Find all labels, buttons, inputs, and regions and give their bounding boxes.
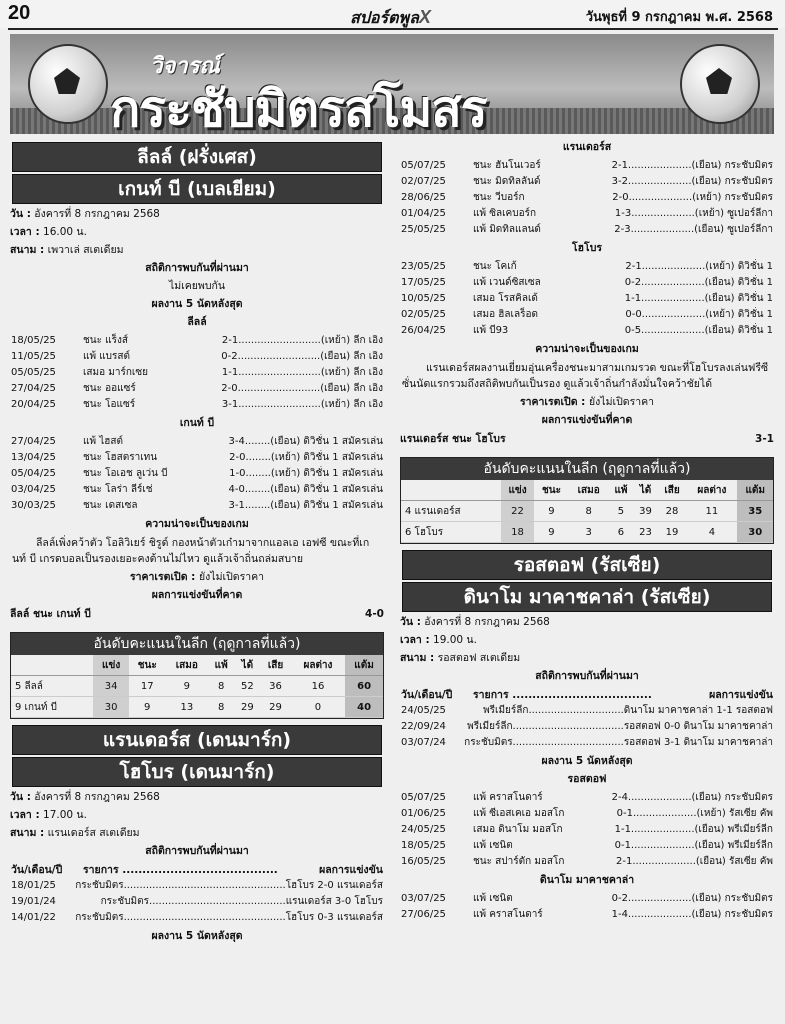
form-score: 0-2....................(เยือน) ดิวิชั่น 1 bbox=[624, 277, 773, 288]
day-value: อังคารที่ 8 กรกฎาคม 2568 bbox=[34, 208, 160, 220]
form-score: 1-0........(เหย้า) ดิวิชั่น 1 สมัครเล่น bbox=[229, 468, 383, 479]
form-row bbox=[8, 450, 386, 466]
table-row bbox=[401, 522, 773, 543]
form-score: 0-2....................(เยือน) กระชับมิตร bbox=[611, 893, 773, 904]
form-score: 1-1....................(เยือน) ดิวิชั่น 1 bbox=[624, 293, 773, 304]
form-score: 3-1........(เยือน) ดิวิชั่น 1 สมัครเล่น bbox=[228, 500, 383, 511]
table-cell: 4 bbox=[686, 522, 737, 543]
form-row bbox=[398, 790, 776, 806]
match1-day bbox=[10, 207, 384, 222]
match1-away-title: เกนท์ บี (เบลเยียม) bbox=[12, 174, 382, 204]
form-match: แพ้ แบรสต์ bbox=[83, 351, 130, 362]
table-row bbox=[401, 501, 773, 522]
form-match: ชนะ มิดทิลลันด์ bbox=[473, 176, 541, 187]
form-match: แพ้ เซนิต bbox=[473, 893, 513, 904]
football-left-icon bbox=[28, 44, 108, 124]
form-match: ชนะ สปาร์ตัก มอสโก bbox=[473, 856, 565, 867]
form-row bbox=[398, 222, 776, 238]
table-header-cell: แข่ง bbox=[501, 480, 534, 501]
match3-h2h-header bbox=[398, 687, 776, 703]
form-date: 30/03/25 bbox=[11, 500, 56, 511]
table-team-cell: 6 โฮโบร bbox=[401, 522, 501, 543]
form-date: 27/04/25 bbox=[11, 436, 56, 447]
form-date: 02/05/25 bbox=[401, 309, 446, 320]
standings-grid bbox=[401, 480, 773, 543]
table-cell: 18 bbox=[501, 522, 534, 543]
match1-standings-table bbox=[10, 632, 384, 719]
table-cell: 39 bbox=[633, 501, 657, 522]
table-cell: 30 bbox=[93, 697, 128, 718]
form-date: 05/04/25 bbox=[11, 468, 56, 479]
h2h-date: 03/07/24 bbox=[401, 737, 446, 748]
table-cell: 9 bbox=[166, 676, 208, 697]
table-team-cell: 9 เกนท์ บี bbox=[11, 697, 93, 718]
table-cell: 9 bbox=[129, 697, 166, 718]
price-value: ยังไม่เปิดราคา bbox=[589, 396, 655, 408]
h2h-date: 14/01/22 bbox=[11, 912, 56, 923]
form-match: แพ้ คราสโนดาร์ bbox=[473, 792, 543, 803]
time-value: 17.00 น. bbox=[43, 809, 87, 821]
form-date: 05/05/25 bbox=[11, 367, 56, 378]
form-date: 25/05/25 bbox=[401, 224, 446, 235]
table-header-cell: แต้ม bbox=[737, 480, 773, 501]
match1-away-name: เกนท์ บี bbox=[179, 417, 215, 429]
table-header-cell: แพ้ bbox=[208, 655, 234, 676]
match2-standings-table bbox=[400, 457, 774, 544]
form-match: เสมอ มาร์กเซย bbox=[83, 367, 148, 378]
form-score: 2-3....................(เยือน) ซูเปอร์ลีกา bbox=[614, 224, 773, 235]
form-date: 16/05/25 bbox=[401, 856, 446, 867]
table-cell: 52 bbox=[234, 676, 260, 697]
time-label: เวลา : bbox=[400, 634, 430, 646]
form-match: ชนะ โอแซร์ bbox=[83, 399, 136, 410]
form-row bbox=[8, 466, 386, 482]
table-header-cell: แข่ง bbox=[93, 655, 128, 676]
match2-day bbox=[10, 790, 384, 805]
form-match: แพ้ ไฮสต์ bbox=[83, 436, 123, 447]
table-cell: 34 bbox=[93, 676, 128, 697]
form-row bbox=[8, 498, 386, 514]
table-cell: 30 bbox=[737, 522, 773, 543]
match1-venue bbox=[10, 243, 384, 258]
form-row bbox=[398, 323, 776, 339]
form-score: 1-4....................(เยือน) กระชับมิตร bbox=[611, 909, 773, 920]
form-score: 3-2....................(เยือน) กระชับมิตร bbox=[611, 176, 773, 187]
table-cell: 29 bbox=[260, 697, 291, 718]
price-label: ราคาเรตเปิด : bbox=[519, 396, 586, 408]
table-cell: 40 bbox=[345, 697, 383, 718]
table-cell: 28 bbox=[658, 501, 687, 522]
match2-away-form bbox=[398, 259, 776, 339]
form-score: 2-0........(เหย้า) ดิวิชั่น 1 สมัครเล่น bbox=[229, 452, 383, 463]
form-row bbox=[398, 291, 776, 307]
form-match: ชนะ วีบอร์ก bbox=[473, 192, 525, 203]
form-date: 28/06/25 bbox=[401, 192, 446, 203]
form-score: 0-1....................(เหย้า) รัสเซีย คัพ bbox=[616, 808, 773, 819]
h2h-date: 19/01/24 bbox=[11, 896, 56, 907]
match2-h2h-title: สถิติการพบกันที่ผ่านมา bbox=[145, 845, 249, 857]
form-row bbox=[398, 158, 776, 174]
form-score: 4-0........(เยือน) ดิวิชั่น 1 สมัครเล่น bbox=[228, 484, 383, 495]
page-number: 20 bbox=[8, 2, 31, 24]
table-cell: 16 bbox=[291, 676, 345, 697]
match2-venue bbox=[10, 826, 384, 841]
h2h-date-header: วัน/เดือน/ปี bbox=[401, 689, 453, 701]
table-cell: 36 bbox=[260, 676, 291, 697]
form-date: 03/04/25 bbox=[11, 484, 56, 495]
form-match: แพ้ มิดทิลแลนด์ bbox=[473, 224, 541, 235]
h2h-result: กระชับมิตร...................................รอสตอฟ 3-1 ดินาโม มาคาชคาล่า bbox=[464, 737, 773, 748]
table-title: อันดับคะแนนในลีก (ฤดูกาลที่แล้ว) bbox=[401, 458, 773, 480]
match1-home-name: ลีลล์ bbox=[187, 316, 207, 328]
form-score: 2-0....................(เหย้า) กระชับมิตร bbox=[612, 192, 773, 203]
match3-day bbox=[400, 615, 774, 630]
prediction-text: แรนเดอร์ส ชนะ โฮโบร bbox=[400, 433, 506, 445]
left-column bbox=[8, 140, 386, 947]
table-cell: 5 bbox=[609, 501, 634, 522]
form-score: 2-1....................(เยือน) รัสเซีย คัพ bbox=[615, 856, 773, 867]
form-row bbox=[398, 307, 776, 323]
form-score: 1-1....................(เยือน) พรีเมียร์ลีก bbox=[614, 824, 773, 835]
form-score: 2-4....................(เยือน) กระชับมิตร bbox=[611, 792, 773, 803]
form-row bbox=[8, 349, 386, 365]
h2h-row bbox=[398, 719, 776, 735]
form-date: 02/07/25 bbox=[401, 176, 446, 187]
form-row bbox=[398, 854, 776, 870]
h2h-date: 18/01/25 bbox=[11, 880, 56, 891]
match2-h2h-list bbox=[8, 878, 386, 926]
match3-away-name: ดินาโม มาคาชคาล่า bbox=[539, 874, 635, 886]
table-cell: 9 bbox=[534, 501, 569, 522]
prediction-score: 4-0 bbox=[365, 608, 384, 620]
table-header-cell: ได้ bbox=[234, 655, 260, 676]
form-match: ชนะ ออแซร์ bbox=[83, 383, 136, 394]
form-date: 24/05/25 bbox=[401, 824, 446, 835]
h2h-date: 24/05/25 bbox=[401, 705, 446, 716]
day-value: อังคารที่ 8 กรกฎาคม 2568 bbox=[424, 616, 550, 628]
logo-x: X bbox=[418, 7, 431, 27]
form-match: เสมอ โรสคิลเด้ bbox=[473, 293, 538, 304]
match3-h2h-list bbox=[398, 703, 776, 751]
h2h-result-header: ผลการแข่งขัน bbox=[319, 864, 383, 876]
form-score: 0-0....................(เหย้า) ดิวิชั่น 1 bbox=[625, 309, 773, 320]
match3-away-title: ดินาโม มาคาชคาล่า (รัสเซีย) bbox=[402, 582, 772, 612]
form-row bbox=[8, 482, 386, 498]
form-date: 20/04/25 bbox=[11, 399, 56, 410]
form-date: 27/06/25 bbox=[401, 909, 446, 920]
form-date: 26/04/25 bbox=[401, 325, 446, 336]
header-divider bbox=[8, 28, 778, 30]
match1-h2h-none: ไม่เคยพบกัน bbox=[168, 280, 226, 292]
time-label: เวลา : bbox=[10, 226, 40, 238]
match2-analysis-title: ความน่าจะเป็นของเกม bbox=[535, 343, 639, 355]
venue-label: สนาม : bbox=[400, 652, 435, 664]
table-cell: 22 bbox=[501, 501, 534, 522]
form-row bbox=[398, 190, 776, 206]
match2-home-name: แรนเดอร์ส bbox=[562, 141, 612, 153]
form-score: 3-1..........................(เหย้า) ลีก เอิง bbox=[221, 399, 383, 410]
h2h-result: พรีเมียร์ลีก...................................รอสตอฟ 0-0 ดินาโม มาคาชคาล่า bbox=[467, 721, 773, 732]
table-cell: 6 bbox=[609, 522, 634, 543]
h2h-row bbox=[8, 878, 386, 894]
form-row bbox=[398, 275, 776, 291]
table-header-cell: ผลต่าง bbox=[291, 655, 345, 676]
h2h-result: กระชับมิตร...................................................โฮโบร 0-3 แรนเดอร์ส bbox=[75, 912, 383, 923]
match1-form-title: ผลงาน 5 นัดหลังสุด bbox=[151, 298, 243, 310]
form-match: แพ้ เซนิต bbox=[473, 840, 513, 851]
match2-predict-title: ผลการแข่งขันที่คาด bbox=[541, 414, 633, 426]
table-header-cell: ได้ bbox=[633, 480, 657, 501]
match2-analysis: แรนเดอร์สผลงานเยี่ยมอุ่นเครื่องชนะมาสามเกมรวด ขณะที่โฮโบรลงเล่นฟรีซีซั่นนัดแรกรวมถึงสถิติพบกันเป็นรอง ดูแล้วเจ้าถิ่นกำลังมั่นใจคว้าชัยได้ bbox=[402, 362, 769, 390]
form-score: 2-1..........................(เหย้า) ลีก เอิง bbox=[221, 335, 383, 346]
table-cell: 0 bbox=[291, 697, 345, 718]
match3-home-name: รอสตอฟ bbox=[567, 773, 607, 785]
form-row bbox=[8, 381, 386, 397]
form-row bbox=[398, 838, 776, 854]
form-match: ชนะ โลร่า ลีร์เช่ bbox=[83, 484, 153, 495]
table-row bbox=[11, 697, 383, 718]
day-label: วัน : bbox=[10, 208, 31, 220]
venue-label: สนาม : bbox=[10, 827, 45, 839]
match2-prediction bbox=[400, 431, 774, 447]
form-match: แพ้ ซิลเคบอร์ก bbox=[473, 208, 537, 219]
time-value: 16.00 น. bbox=[43, 226, 87, 238]
venue-value: เพวาเล่ สเตเดียม bbox=[47, 244, 124, 256]
form-score: 0-2..........................(เยือน) ลีก เอิง bbox=[221, 351, 383, 362]
venue-value: รอสตอฟ สเตเดียม bbox=[437, 652, 521, 664]
form-match: ชนะ แร็งส์ bbox=[83, 335, 128, 346]
table-header-cell: ชนะ bbox=[534, 480, 569, 501]
form-score: 0-1....................(เยือน) พรีเมียร์ลีก bbox=[614, 840, 773, 851]
form-date: 17/05/25 bbox=[401, 277, 446, 288]
form-date: 11/05/25 bbox=[11, 351, 56, 362]
match3-time bbox=[400, 633, 774, 648]
form-score: 3-4........(เยือน) ดิวิชั่น 1 สมัครเล่น bbox=[228, 436, 383, 447]
match1-predict-title: ผลการแข่งขันที่คาด bbox=[151, 589, 243, 601]
table-cell: 29 bbox=[234, 697, 260, 718]
match2-away-title: โฮโบร (เดนมาร์ก) bbox=[12, 757, 382, 787]
match2-away-name: โฮโบร bbox=[572, 242, 602, 254]
h2h-row bbox=[398, 703, 776, 719]
h2h-row bbox=[398, 735, 776, 751]
match1-analysis: ลีลล์เพิ่งคว้าตัว โอลิวิเยร์ ชิรูด์ กองหน้าตัวเก๋ามาจากแอลเอ เอฟซี ขณะที่เกนท์ บี เกรดบอลเป็นรองเยอะคงต้านไม่ไหว ดูแล้วเจ้าถิ่นถล่มสบาย bbox=[12, 537, 370, 565]
form-score: 0-5....................(เยือน) ดิวิชั่น 1 bbox=[624, 325, 773, 336]
form-score: 2-1....................(เยือน) กระชับมิตร bbox=[611, 160, 773, 171]
form-row bbox=[398, 822, 776, 838]
form-score: 1-3....................(เหย้า) ซูเปอร์ลีกา bbox=[614, 208, 773, 219]
form-row bbox=[398, 206, 776, 222]
h2h-date-header: วัน/เดือน/ปี bbox=[11, 864, 63, 876]
form-score: 1-1..........................(เหย้า) ลีก เอิง bbox=[221, 367, 383, 378]
form-match: แพ้ ซีเอสเคเอ มอสโก bbox=[473, 808, 565, 819]
standings-grid bbox=[11, 655, 383, 718]
table-header-cell bbox=[11, 655, 93, 676]
h2h-result: กระชับมิตร...................................................โฮโบร 2-0 แรนเดอร์ส bbox=[75, 880, 383, 891]
right-column bbox=[398, 140, 776, 923]
table-team-cell: 5 ลีลล์ bbox=[11, 676, 93, 697]
form-row bbox=[8, 333, 386, 349]
table-header-cell: แพ้ bbox=[609, 480, 634, 501]
section-banner bbox=[10, 34, 774, 134]
table-header-cell: ผลต่าง bbox=[686, 480, 737, 501]
form-score: 2-0..........................(เยือน) ลีก เอิง bbox=[221, 383, 383, 394]
match2-home-title: แรนเดอร์ส (เดนมาร์ก) bbox=[12, 725, 382, 755]
table-cell: 8 bbox=[208, 697, 234, 718]
form-date: 01/04/25 bbox=[401, 208, 446, 219]
form-date: 18/05/25 bbox=[401, 840, 446, 851]
form-date: 23/05/25 bbox=[401, 261, 446, 272]
table-cell: 17 bbox=[129, 676, 166, 697]
form-score: 2-1....................(เหย้า) ดิวิชั่น 1 bbox=[625, 261, 773, 272]
match1-analysis-title: ความน่าจะเป็นของเกม bbox=[145, 518, 249, 530]
venue-label: สนาม : bbox=[10, 244, 45, 256]
form-match: ชนะ ฮันโนเวอร์ bbox=[473, 160, 541, 171]
form-date: 13/04/25 bbox=[11, 452, 56, 463]
table-header-cell: เสีย bbox=[658, 480, 687, 501]
form-row bbox=[8, 434, 386, 450]
table-cell: 35 bbox=[737, 501, 773, 522]
h2h-result-header: ผลการแข่งขัน bbox=[709, 689, 773, 701]
form-date: 05/07/25 bbox=[401, 160, 446, 171]
match2-form-title: ผลงาน 5 นัดหลังสุด bbox=[151, 930, 243, 942]
form-match: เสมอ ดินาโม มอสโก bbox=[473, 824, 563, 835]
table-cell: 11 bbox=[686, 501, 737, 522]
h2h-row bbox=[8, 910, 386, 926]
match1-time bbox=[10, 225, 384, 240]
venue-value: แรนเดอร์ส สเตเดียม bbox=[47, 827, 140, 839]
form-match: ชนะ โคเก้ bbox=[473, 261, 517, 272]
form-row bbox=[398, 891, 776, 907]
prediction-score: 3-1 bbox=[755, 433, 774, 445]
match3-venue bbox=[400, 651, 774, 666]
form-date: 10/05/25 bbox=[401, 293, 446, 304]
table-header-cell bbox=[401, 480, 501, 501]
form-match: แพ้ บี93 bbox=[473, 325, 509, 336]
table-header-cell: เสมอ bbox=[569, 480, 609, 501]
form-row bbox=[8, 365, 386, 381]
table-cell: 19 bbox=[658, 522, 687, 543]
table-header-cell: แต้ม bbox=[345, 655, 383, 676]
table-header-cell: เสีย bbox=[260, 655, 291, 676]
table-cell: 23 bbox=[633, 522, 657, 543]
h2h-result: พรีเมียร์ลีก..............................ดินาโม มาคาชคาล่า 1-1 รอสตอฟ bbox=[483, 705, 773, 716]
banner-title: กระชับมิตรสโมสร bbox=[110, 80, 487, 134]
h2h-date: 22/09/24 bbox=[401, 721, 446, 732]
match2-home-form bbox=[398, 158, 776, 238]
h2h-result: กระชับมิตร...........................................แรนเดอร์ส 3-0 โฮโบร bbox=[100, 896, 383, 907]
form-match: ชนะ โฮสตราเทน bbox=[83, 452, 158, 463]
form-date: 03/07/25 bbox=[401, 893, 446, 904]
form-match: แพ้ คราสโนดาร์ bbox=[473, 909, 543, 920]
form-match: แพ้ เวนด์ซิสเซล bbox=[473, 277, 541, 288]
table-header-cell: เสมอ bbox=[166, 655, 208, 676]
match1-home-title: ลีลล์ (ฝรั่งเศส) bbox=[12, 142, 382, 172]
h2h-row bbox=[8, 894, 386, 910]
day-value: อังคารที่ 8 กรกฎาคม 2568 bbox=[34, 791, 160, 803]
form-row bbox=[8, 397, 386, 413]
match3-home-title: รอสตอฟ (รัสเซีย) bbox=[402, 550, 772, 580]
table-title: อันดับคะแนนในลีก (ฤดูกาลที่แล้ว) bbox=[11, 633, 383, 655]
price-label: ราคาเรตเปิด : bbox=[129, 571, 196, 583]
match2-price bbox=[398, 395, 776, 410]
form-date: 05/07/25 bbox=[401, 792, 446, 803]
football-right-icon bbox=[680, 44, 760, 124]
form-date: 27/04/25 bbox=[11, 383, 56, 394]
table-cell: 9 bbox=[534, 522, 569, 543]
form-match: ชนะ เดสเซล bbox=[83, 500, 138, 511]
table-team-cell: 4 แรนเดอร์ส bbox=[401, 501, 501, 522]
h2h-competition-header: รายการ ....................................... bbox=[83, 864, 278, 876]
time-label: เวลา : bbox=[10, 809, 40, 821]
form-date: 01/06/25 bbox=[401, 808, 446, 819]
table-cell: 13 bbox=[166, 697, 208, 718]
table-cell: 8 bbox=[208, 676, 234, 697]
issue-date: วันพุธที่ 9 กรกฎาคม พ.ศ. 2568 bbox=[585, 10, 773, 25]
table-cell: 60 bbox=[345, 676, 383, 697]
match3-home-form bbox=[398, 790, 776, 870]
form-row bbox=[398, 806, 776, 822]
form-row bbox=[398, 907, 776, 923]
match1-away-form bbox=[8, 434, 386, 514]
table-header-cell: ชนะ bbox=[129, 655, 166, 676]
match1-home-form bbox=[8, 333, 386, 413]
logo-text: สปอร์ตพูล bbox=[350, 10, 419, 27]
form-match: ชนะ โอเอช ลูเว่น บี bbox=[83, 468, 168, 479]
time-value: 19.00 น. bbox=[433, 634, 477, 646]
table-row bbox=[11, 676, 383, 697]
price-value: ยังไม่เปิดราคา bbox=[199, 571, 265, 583]
match1-prediction bbox=[10, 606, 384, 622]
match1-h2h-title: สถิติการพบกันที่ผ่านมา bbox=[145, 262, 249, 274]
form-match: เสมอ ฮิลเลร็อด bbox=[473, 309, 538, 320]
form-row bbox=[398, 259, 776, 275]
table-cell: 3 bbox=[569, 522, 609, 543]
match3-away-form bbox=[398, 891, 776, 923]
match1-price bbox=[8, 570, 386, 585]
match3-h2h-title: สถิติการพบกันที่ผ่านมา bbox=[535, 670, 639, 682]
h2h-competition-header: รายการ ................................... bbox=[473, 689, 652, 701]
table-cell: 8 bbox=[569, 501, 609, 522]
match3-form-title: ผลงาน 5 นัดหลังสุด bbox=[541, 755, 633, 767]
match2-time bbox=[10, 808, 384, 823]
day-label: วัน : bbox=[400, 616, 421, 628]
day-label: วัน : bbox=[10, 791, 31, 803]
form-date: 18/05/25 bbox=[11, 335, 56, 346]
page-header bbox=[0, 0, 785, 28]
match2-h2h-header bbox=[8, 862, 386, 878]
banner-kicker: วิจารณ์ bbox=[150, 54, 220, 79]
form-row bbox=[398, 174, 776, 190]
prediction-text: ลีลล์ ชนะ เกนท์ บี bbox=[10, 608, 91, 620]
